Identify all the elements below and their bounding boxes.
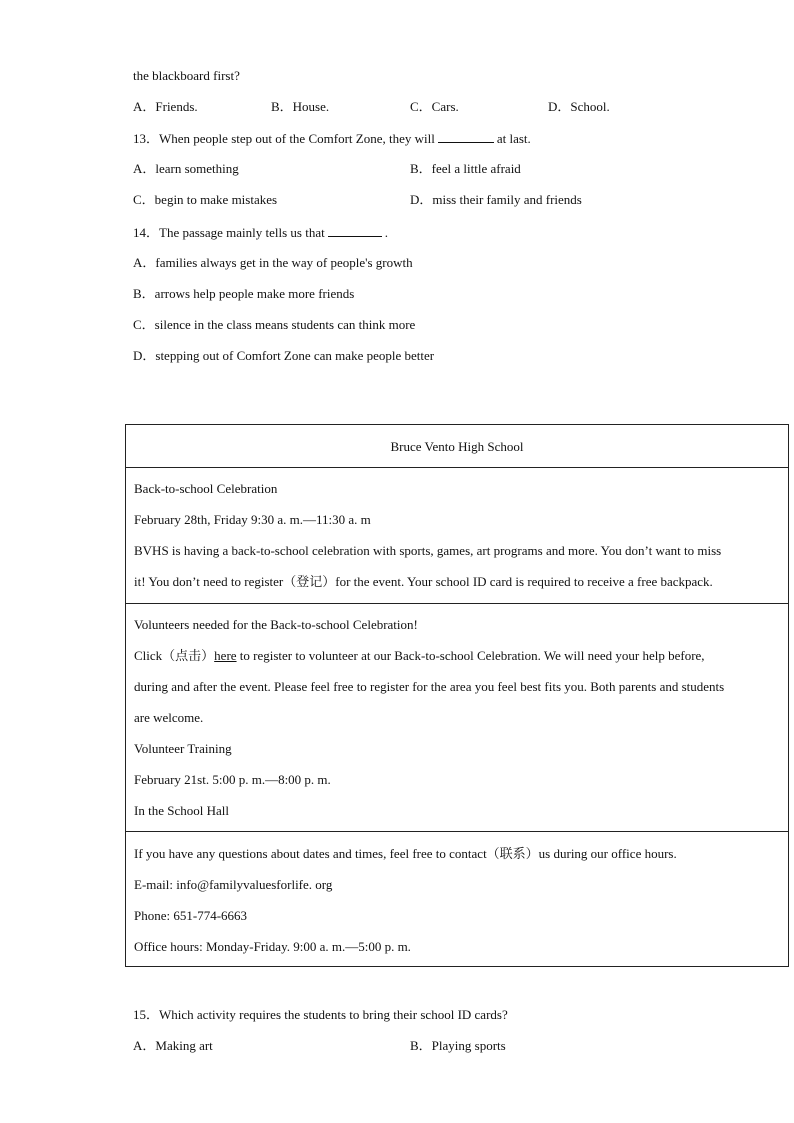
q13-option-c: C．begin to make mistakes	[133, 192, 278, 207]
q13-option-d: D．miss their family and friends	[410, 192, 582, 207]
q12-option-d: D．School.	[548, 99, 610, 114]
training-date: February 21st. 5:00 p. m.—8:00 p. m.	[134, 772, 331, 787]
training-heading: Volunteer Training	[134, 741, 232, 756]
school-notice-table	[125, 424, 789, 967]
click-prefix: Click（点击）	[134, 648, 215, 663]
q15-stem: 15．Which activity requires the students to bring their school ID cards?	[133, 1007, 508, 1022]
q13-stem-after: at last.	[496, 131, 531, 146]
q12-option-c: C．Cars.	[410, 99, 459, 114]
notice-divider-3	[126, 831, 788, 832]
register-here-link[interactable]: here	[214, 648, 237, 663]
q13-stem	[133, 130, 531, 147]
q12-option-b: B．House.	[271, 99, 330, 114]
contact-phone: Phone: 651-774-6663	[134, 908, 248, 923]
q14-stem-before: 14．The passage mainly tells us that	[133, 225, 325, 240]
celebration-heading: Back-to-school Celebration	[134, 481, 278, 496]
celebration-text-line-1: BVHS is having a back-to-school celebration with sports, games, art programs and more. You don’t want to miss	[134, 543, 722, 558]
q14-option-d: D．stepping out of Comfort Zone can make people better	[133, 348, 435, 363]
celebration-text-line-2: it! You don’t need to register（登记）for the event. Your school ID card is required to receive a free backpack.	[134, 574, 713, 589]
q13-option-a: A．learn something	[133, 161, 239, 176]
q14-option-a: A．families always get in the way of people's growth	[133, 255, 413, 270]
notice-title: Bruce Vento High School	[390, 439, 524, 454]
training-place: In the School Hall	[134, 803, 229, 818]
contact-text: If you have any questions about dates and times, feel free to contact（联系）us during our office hours.	[134, 846, 677, 861]
volunteers-heading: Volunteers needed for the Back-to-school Celebration!	[134, 617, 418, 632]
q14-option-c: C．silence in the class means students can think more	[133, 317, 416, 332]
volunteer-register-line	[134, 648, 705, 664]
contact-email: E-mail: info@familyvaluesforlife. org	[134, 877, 333, 892]
q14-stem	[133, 224, 388, 241]
q15-option-a: A．Making art	[133, 1038, 213, 1053]
q13-option-b: B．feel a little afraid	[410, 161, 521, 176]
q14-option-b: B．arrows help people make more friends	[133, 286, 355, 301]
celebration-date: February 28th, Friday 9:30 a. m.—11:30 a. m	[134, 512, 371, 527]
q12-option-a: A．Friends.	[133, 99, 198, 114]
click-suffix: to register to volunteer at our Back-to-school Celebration. We will need your help before,	[236, 648, 705, 663]
q12-stem-continuation: the blackboard first?	[133, 68, 240, 83]
q14-stem-after: .	[384, 225, 388, 240]
q14-answer-blank	[328, 224, 382, 237]
q13-stem-before: 13．When people step out of the Comfort Zone, they will	[133, 131, 435, 146]
q13-answer-blank	[438, 130, 494, 143]
notice-divider-1	[126, 467, 788, 468]
notice-divider-2	[126, 603, 788, 604]
q15-option-b: B．Playing sports	[410, 1038, 506, 1053]
office-hours: Office hours: Monday-Friday. 9:00 a. m.—5:00 p. m.	[134, 939, 411, 954]
volunteer-text-line-2: during and after the event. Please feel free to register for the area you feel best fits you. Both parents and students	[134, 679, 725, 694]
volunteer-text-line-3: are welcome.	[134, 710, 204, 725]
